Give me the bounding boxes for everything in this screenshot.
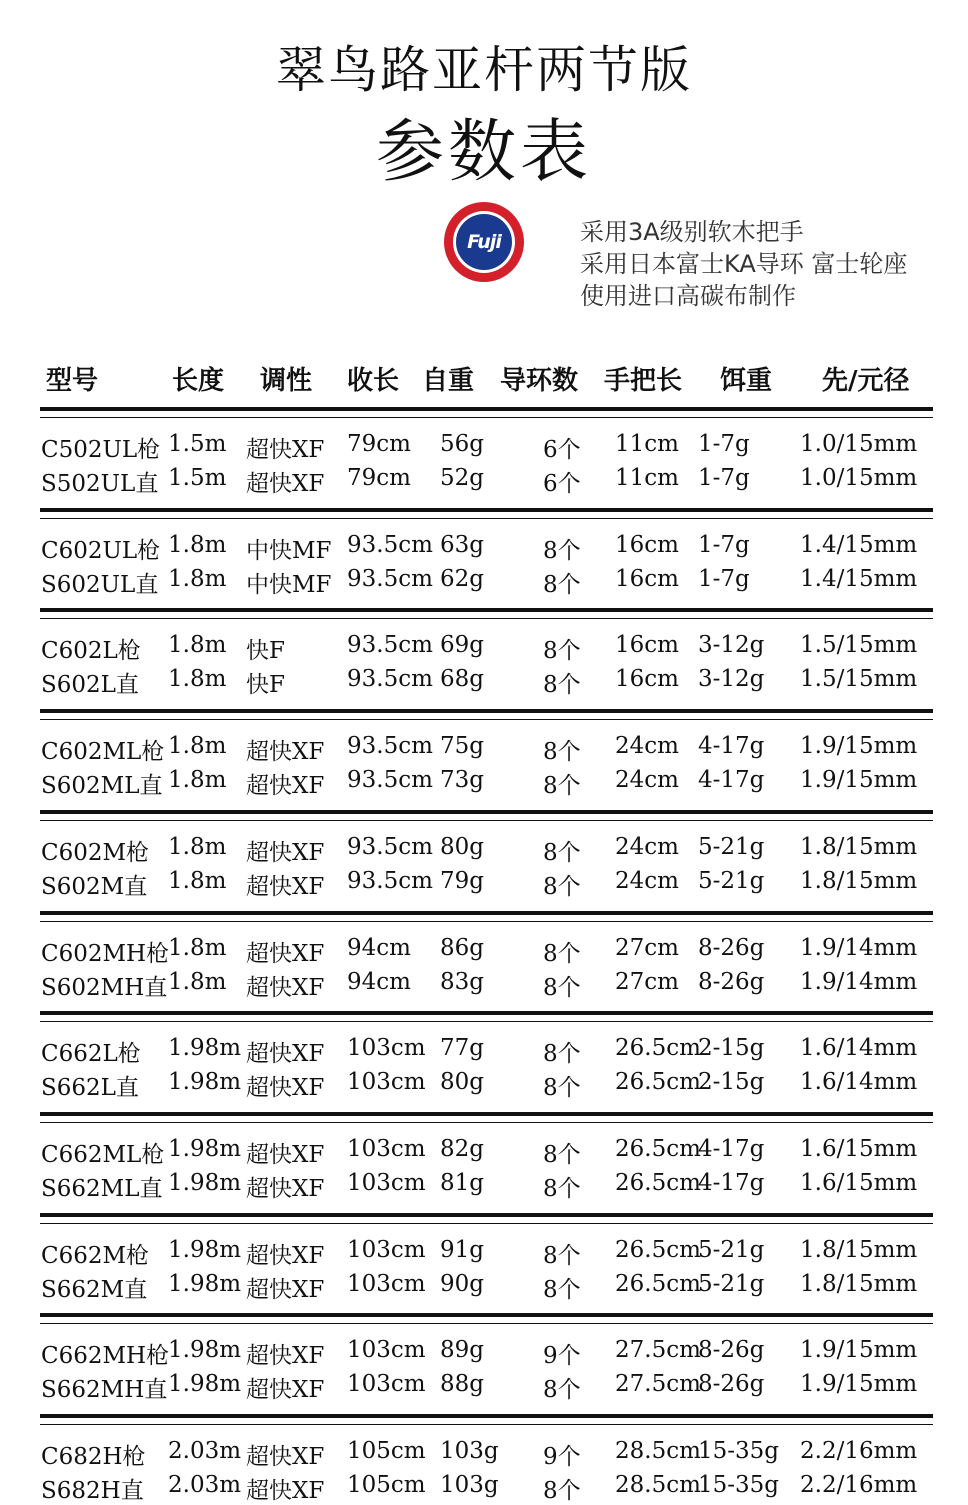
cell-lure: 2-15g xyxy=(698,1069,765,1095)
cell-model: C602UL枪 xyxy=(41,538,161,564)
cell-weight: 77g xyxy=(440,1035,484,1061)
cell-tip-butt: 1.6/15mm xyxy=(800,1170,918,1196)
cell-length: 1.98m xyxy=(168,1035,242,1061)
cell-closed-length: 103cm xyxy=(347,1069,426,1095)
cell-length: 1.98m xyxy=(168,1271,242,1297)
cell-tip-butt: 1.9/14mm xyxy=(800,935,918,961)
cell-weight: 82g xyxy=(440,1136,484,1162)
cell-model: S682H直 xyxy=(41,1478,144,1504)
cell-model: S502UL直 xyxy=(41,471,159,497)
cell-closed-length: 103cm xyxy=(347,1371,426,1397)
cell-length: 1.8m xyxy=(168,969,227,995)
cell-length: 1.8m xyxy=(168,532,227,558)
cell-closed-length: 105cm xyxy=(347,1472,426,1498)
cell-tip-butt: 1.8/15mm xyxy=(800,1237,918,1263)
cell-action: 超快XF xyxy=(246,1041,325,1067)
cell-length: 1.8m xyxy=(168,767,227,793)
cell-action: 超快XF xyxy=(246,1377,325,1403)
cell-weight: 86g xyxy=(440,935,484,961)
cell-weight: 80g xyxy=(440,834,484,860)
cell-action: 超快XF xyxy=(246,1444,325,1470)
table-row xyxy=(0,632,968,665)
cell-handle: 28.5cm xyxy=(615,1472,701,1498)
cell-tip-butt: 1.5/15mm xyxy=(800,666,918,692)
cell-guides: 8个 xyxy=(543,941,581,967)
cell-weight: 103g xyxy=(440,1472,499,1498)
cell-closed-length: 93.5cm xyxy=(347,632,433,658)
cell-lure: 4-17g xyxy=(698,1136,765,1162)
cell-action: 超快XF xyxy=(246,1277,325,1303)
cell-handle: 11cm xyxy=(615,465,679,491)
fuji-logo xyxy=(444,202,524,282)
cell-weight: 75g xyxy=(440,733,484,759)
table-row xyxy=(0,1035,968,1068)
table-row xyxy=(0,834,968,867)
cell-closed-length: 103cm xyxy=(347,1170,426,1196)
cell-lure: 5-21g xyxy=(698,1271,765,1297)
cell-guides: 8个 xyxy=(543,874,581,900)
group-divider xyxy=(40,810,933,821)
cell-lure: 15-35g xyxy=(698,1438,780,1464)
cell-model: C602MH枪 xyxy=(41,941,170,967)
cell-tip-butt: 1.9/15mm xyxy=(800,1371,918,1397)
cell-closed-length: 103cm xyxy=(347,1136,426,1162)
cell-length: 1.5m xyxy=(168,431,227,457)
cell-guides: 8个 xyxy=(543,1142,581,1168)
cell-guides: 8个 xyxy=(543,538,581,564)
cell-action: 超快XF xyxy=(246,975,325,1001)
group-divider xyxy=(40,911,933,922)
table-row xyxy=(0,431,968,464)
table-row xyxy=(0,969,968,1002)
cell-length: 1.98m xyxy=(168,1337,242,1363)
cell-lure: 5-21g xyxy=(698,834,765,860)
cell-lure: 2-15g xyxy=(698,1035,765,1061)
table-row xyxy=(0,465,968,498)
cell-weight: 52g xyxy=(440,465,484,491)
cell-weight: 88g xyxy=(440,1371,484,1397)
cell-action: 超快XF xyxy=(246,874,325,900)
page-subtitle: 参数表 xyxy=(375,113,592,192)
cell-handle: 27cm xyxy=(615,935,679,961)
cell-lure: 1-7g xyxy=(698,566,750,592)
cell-guides: 8个 xyxy=(543,773,581,799)
cell-length: 1.98m xyxy=(168,1136,242,1162)
table-row xyxy=(0,1237,968,1270)
cell-closed-length: 93.5cm xyxy=(347,566,433,592)
cell-weight: 80g xyxy=(440,1069,484,1095)
cell-handle: 24cm xyxy=(615,767,679,793)
cell-weight: 89g xyxy=(440,1337,484,1363)
cell-lure: 8-26g xyxy=(698,1337,765,1363)
group-divider xyxy=(40,1313,933,1324)
cell-handle: 24cm xyxy=(615,834,679,860)
header-model: 型号 xyxy=(46,366,99,396)
cell-closed-length: 79cm xyxy=(347,431,411,457)
cell-lure: 4-17g xyxy=(698,1170,765,1196)
group-divider xyxy=(40,1414,933,1425)
feature-item: 采用3A级别软木把手 xyxy=(580,218,804,246)
cell-lure: 5-21g xyxy=(698,868,765,894)
cell-length: 2.03m xyxy=(168,1472,242,1498)
cell-weight: 103g xyxy=(440,1438,499,1464)
cell-weight: 63g xyxy=(440,532,484,558)
header-weight: 自重 xyxy=(422,366,475,396)
cell-action: 超快XF xyxy=(246,471,325,497)
cell-handle: 26.5cm xyxy=(615,1271,701,1297)
cell-length: 1.98m xyxy=(168,1237,242,1263)
cell-action: 超快XF xyxy=(246,437,325,463)
table-row xyxy=(0,1337,968,1370)
cell-action: 超快XF xyxy=(246,1343,325,1369)
cell-closed-length: 93.5cm xyxy=(347,666,433,692)
cell-length: 1.98m xyxy=(168,1371,242,1397)
cell-weight: 91g xyxy=(440,1237,484,1263)
cell-model: C662ML枪 xyxy=(41,1142,165,1168)
cell-model: S662L直 xyxy=(41,1075,139,1101)
cell-model: C662M枪 xyxy=(41,1243,150,1269)
cell-action: 快F xyxy=(246,638,285,664)
group-divider xyxy=(40,1011,933,1022)
cell-lure: 1-7g xyxy=(698,532,750,558)
cell-lure: 8-26g xyxy=(698,1371,765,1397)
cell-tip-butt: 1.9/15mm xyxy=(800,733,918,759)
cell-guides: 8个 xyxy=(543,1478,581,1504)
cell-lure: 4-17g xyxy=(698,733,765,759)
group-divider xyxy=(40,608,933,619)
cell-model: C662MH枪 xyxy=(41,1343,170,1369)
cell-action: 超快XF xyxy=(246,1243,325,1269)
cell-tip-butt: 1.9/15mm xyxy=(800,1337,918,1363)
cell-guides: 8个 xyxy=(543,1377,581,1403)
table-row xyxy=(0,767,968,800)
cell-tip-butt: 1.5/15mm xyxy=(800,632,918,658)
table-row xyxy=(0,1371,968,1404)
cell-tip-butt: 1.6/14mm xyxy=(800,1069,918,1095)
cell-action: 超快XF xyxy=(246,1176,325,1202)
cell-lure: 5-21g xyxy=(698,1237,765,1263)
cell-lure: 8-26g xyxy=(698,969,765,995)
cell-tip-butt: 1.4/15mm xyxy=(800,532,918,558)
header-lure: 饵重 xyxy=(720,366,773,396)
cell-model: S662MH直 xyxy=(41,1377,168,1403)
header-handle: 手把长 xyxy=(604,366,683,396)
cell-guides: 8个 xyxy=(543,572,581,598)
cell-weight: 56g xyxy=(440,431,484,457)
table-row xyxy=(0,935,968,968)
table-row xyxy=(0,733,968,766)
cell-handle: 16cm xyxy=(615,632,679,658)
header-tip-butt: 先/元径 xyxy=(822,366,910,396)
cell-closed-length: 93.5cm xyxy=(347,733,433,759)
cell-lure: 15-35g xyxy=(698,1472,780,1498)
table-row xyxy=(0,566,968,599)
cell-closed-length: 103cm xyxy=(347,1035,426,1061)
cell-length: 1.8m xyxy=(168,868,227,894)
cell-guides: 6个 xyxy=(543,437,581,463)
cell-tip-butt: 1.0/15mm xyxy=(800,465,918,491)
cell-length: 2.03m xyxy=(168,1438,242,1464)
cell-closed-length: 93.5cm xyxy=(347,834,433,860)
cell-guides: 8个 xyxy=(543,1243,581,1269)
cell-closed-length: 79cm xyxy=(347,465,411,491)
cell-length: 1.8m xyxy=(168,632,227,658)
cell-handle: 26.5cm xyxy=(615,1136,701,1162)
cell-tip-butt: 1.9/14mm xyxy=(800,969,918,995)
cell-guides: 8个 xyxy=(543,638,581,664)
cell-model: S602MH直 xyxy=(41,975,168,1001)
cell-guides: 9个 xyxy=(543,1343,581,1369)
cell-lure: 8-26g xyxy=(698,935,765,961)
header-closed-length: 收长 xyxy=(347,366,400,396)
cell-tip-butt: 1.6/15mm xyxy=(800,1136,918,1162)
cell-weight: 69g xyxy=(440,632,484,658)
cell-action: 中快MF xyxy=(246,538,332,564)
cell-model: S602UL直 xyxy=(41,572,159,598)
cell-model: S602M直 xyxy=(41,874,148,900)
page-title: 翠鸟路亚杆两节版 xyxy=(276,41,692,99)
header-action: 调性 xyxy=(260,366,313,396)
cell-closed-length: 105cm xyxy=(347,1438,426,1464)
cell-handle: 16cm xyxy=(615,532,679,558)
table-header xyxy=(0,360,968,396)
cell-guides: 8个 xyxy=(543,1041,581,1067)
fuji-logo-text: Fuji xyxy=(456,214,512,270)
cell-lure: 3-12g xyxy=(698,632,765,658)
cell-model: C502UL枪 xyxy=(41,437,161,463)
cell-tip-butt: 1.8/15mm xyxy=(800,834,918,860)
cell-lure: 1-7g xyxy=(698,465,750,491)
feature-list xyxy=(580,216,907,312)
cell-closed-length: 93.5cm xyxy=(347,868,433,894)
cell-tip-butt: 1.8/15mm xyxy=(800,868,918,894)
cell-action: 超快XF xyxy=(246,1142,325,1168)
cell-handle: 27.5cm xyxy=(615,1337,701,1363)
feature-item: 使用进口高碳布制作 xyxy=(580,282,796,310)
cell-handle: 27cm xyxy=(615,969,679,995)
cell-guides: 8个 xyxy=(543,1075,581,1101)
table-row xyxy=(0,1170,968,1203)
cell-closed-length: 93.5cm xyxy=(347,767,433,793)
cell-handle: 26.5cm xyxy=(615,1237,701,1263)
cell-action: 超快XF xyxy=(246,739,325,765)
cell-guides: 6个 xyxy=(543,471,581,497)
cell-length: 1.98m xyxy=(168,1170,242,1196)
cell-tip-butt: 2.2/16mm xyxy=(800,1472,918,1498)
cell-handle: 11cm xyxy=(615,431,679,457)
cell-length: 1.8m xyxy=(168,733,227,759)
cell-action: 超快XF xyxy=(246,840,325,866)
table-row xyxy=(0,868,968,901)
cell-weight: 62g xyxy=(440,566,484,592)
cell-handle: 16cm xyxy=(615,666,679,692)
cell-model: C602M枪 xyxy=(41,840,150,866)
cell-length: 1.8m xyxy=(168,566,227,592)
cell-guides: 8个 xyxy=(543,1176,581,1202)
cell-closed-length: 103cm xyxy=(347,1337,426,1363)
cell-guides: 9个 xyxy=(543,1444,581,1470)
group-divider xyxy=(40,709,933,720)
table-row xyxy=(0,1472,968,1505)
cell-guides: 8个 xyxy=(543,739,581,765)
cell-closed-length: 93.5cm xyxy=(347,532,433,558)
cell-tip-butt: 1.6/14mm xyxy=(800,1035,918,1061)
cell-action: 超快XF xyxy=(246,1478,325,1504)
cell-guides: 8个 xyxy=(543,975,581,1001)
cell-length: 1.8m xyxy=(168,666,227,692)
cell-handle: 24cm xyxy=(615,733,679,759)
cell-tip-butt: 1.0/15mm xyxy=(800,431,918,457)
cell-length: 1.98m xyxy=(168,1069,242,1095)
cell-model: S662M直 xyxy=(41,1277,148,1303)
cell-guides: 8个 xyxy=(543,1277,581,1303)
table-row xyxy=(0,666,968,699)
cell-length: 1.8m xyxy=(168,935,227,961)
cell-weight: 81g xyxy=(440,1170,484,1196)
cell-closed-length: 103cm xyxy=(347,1237,426,1263)
cell-action: 快F xyxy=(246,672,285,698)
cell-tip-butt: 1.9/15mm xyxy=(800,767,918,793)
cell-guides: 8个 xyxy=(543,840,581,866)
cell-model: C682H枪 xyxy=(41,1444,146,1470)
cell-model: S602ML直 xyxy=(41,773,163,799)
cell-lure: 1-7g xyxy=(698,431,750,457)
table-row xyxy=(0,1438,968,1471)
cell-model: C602ML枪 xyxy=(41,739,165,765)
cell-handle: 24cm xyxy=(615,868,679,894)
cell-tip-butt: 1.8/15mm xyxy=(800,1271,918,1297)
cell-closed-length: 94cm xyxy=(347,969,411,995)
table-row xyxy=(0,1069,968,1102)
cell-weight: 73g xyxy=(440,767,484,793)
group-divider xyxy=(40,1213,933,1224)
group-divider xyxy=(40,508,933,519)
cell-weight: 79g xyxy=(440,868,484,894)
cell-tip-butt: 1.4/15mm xyxy=(800,566,918,592)
cell-lure: 4-17g xyxy=(698,767,765,793)
table-row xyxy=(0,1271,968,1304)
cell-handle: 26.5cm xyxy=(615,1035,701,1061)
cell-length: 1.5m xyxy=(168,465,227,491)
cell-guides: 8个 xyxy=(543,672,581,698)
cell-action: 超快XF xyxy=(246,941,325,967)
cell-action: 超快XF xyxy=(246,1075,325,1101)
table-row xyxy=(0,532,968,565)
cell-model: S662ML直 xyxy=(41,1176,163,1202)
cell-closed-length: 94cm xyxy=(347,935,411,961)
cell-action: 中快MF xyxy=(246,572,332,598)
table-row xyxy=(0,1136,968,1169)
cell-model: C602L枪 xyxy=(41,638,141,664)
cell-closed-length: 103cm xyxy=(347,1271,426,1297)
cell-length: 1.8m xyxy=(168,834,227,860)
cell-handle: 26.5cm xyxy=(615,1069,701,1095)
group-divider xyxy=(40,407,933,418)
group-divider xyxy=(40,1112,933,1123)
cell-action: 超快XF xyxy=(246,773,325,799)
header-guides: 导环数 xyxy=(500,366,579,396)
feature-item: 采用日本富士KA导环 富士轮座 xyxy=(580,250,908,278)
cell-model: S602L直 xyxy=(41,672,139,698)
header-length: 长度 xyxy=(172,366,225,396)
cell-handle: 27.5cm xyxy=(615,1371,701,1397)
cell-weight: 83g xyxy=(440,969,484,995)
cell-handle: 16cm xyxy=(615,566,679,592)
cell-handle: 28.5cm xyxy=(615,1438,701,1464)
cell-weight: 68g xyxy=(440,666,484,692)
cell-lure: 3-12g xyxy=(698,666,765,692)
cell-model: C662L枪 xyxy=(41,1041,141,1067)
cell-handle: 26.5cm xyxy=(615,1170,701,1196)
cell-tip-butt: 2.2/16mm xyxy=(800,1438,918,1464)
cell-weight: 90g xyxy=(440,1271,484,1297)
